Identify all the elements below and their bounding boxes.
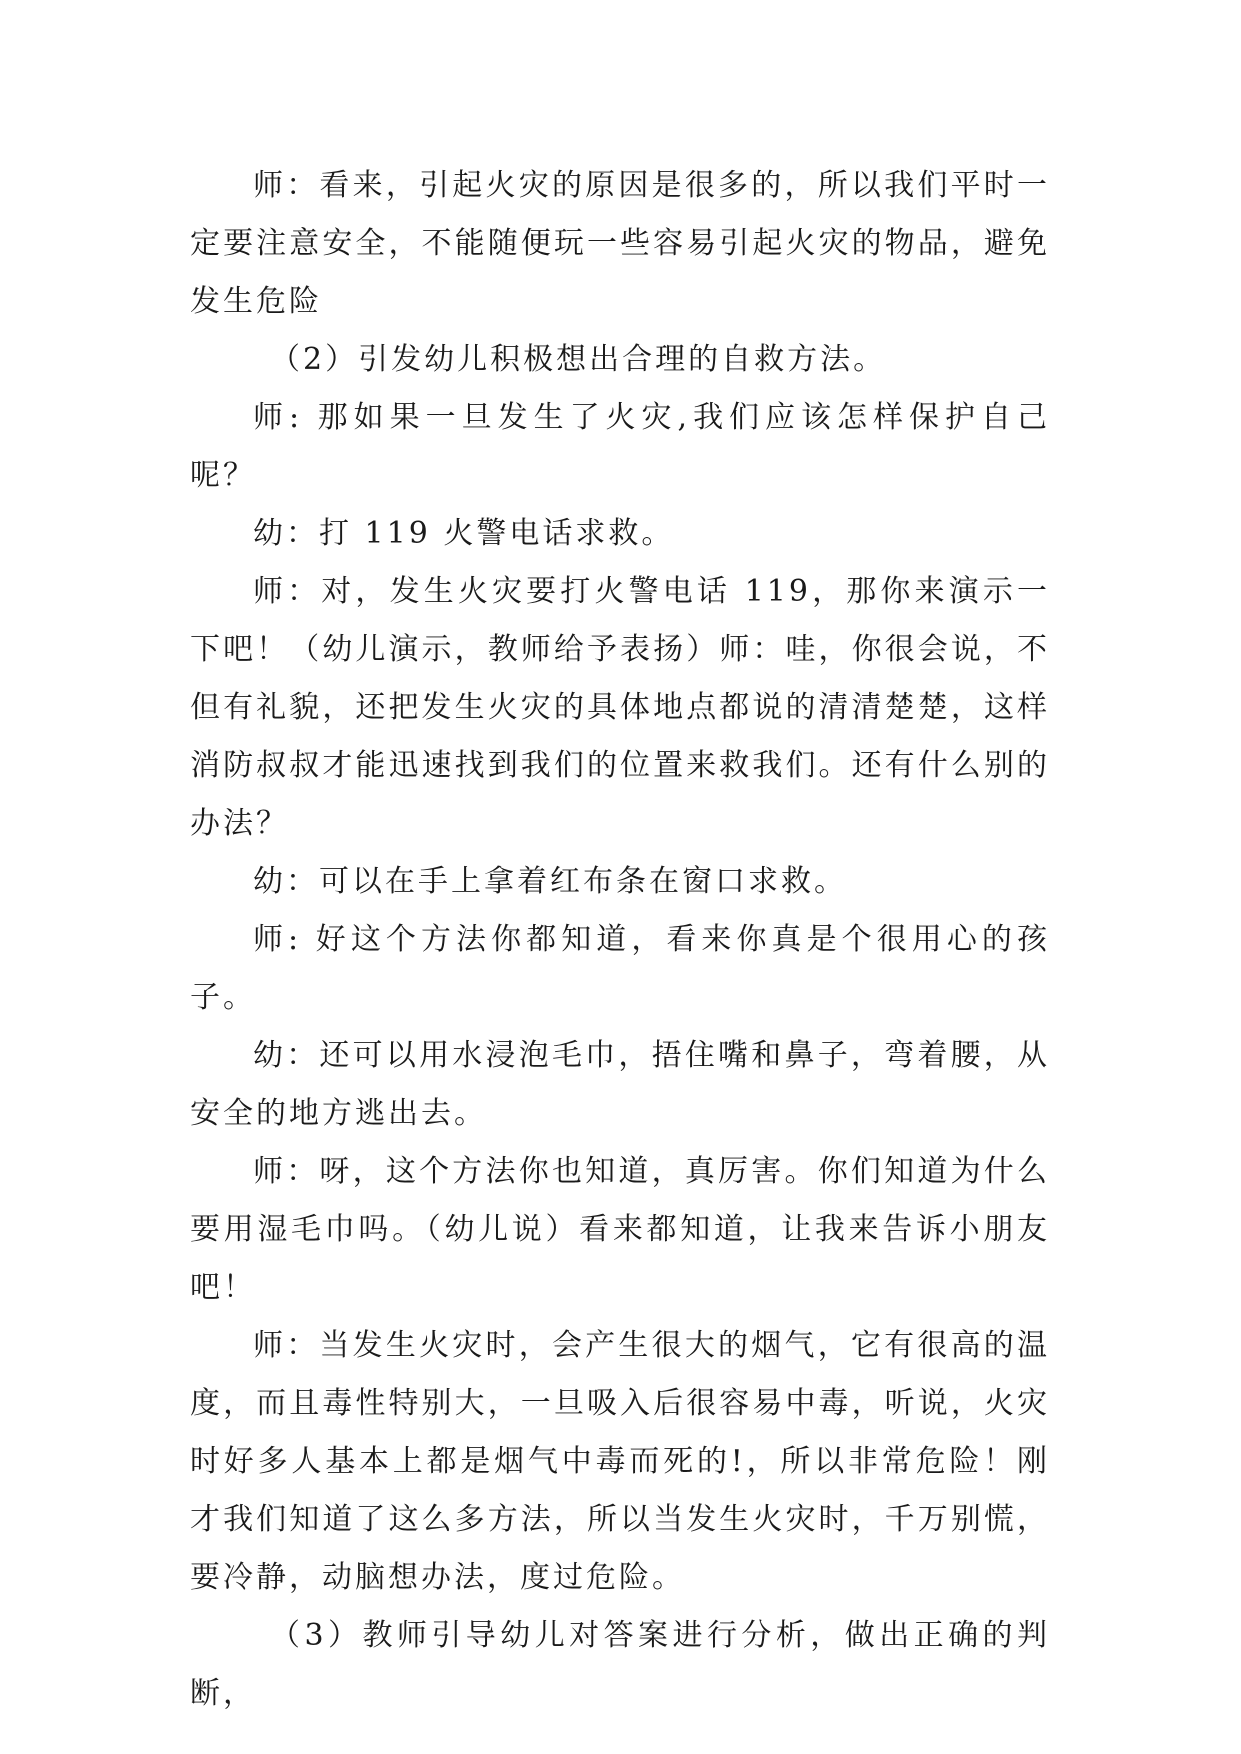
paragraph-step-2-heading: （2）引发幼儿积极想出合理的自救方法。 (270, 342, 887, 377)
paragraph-child-wet-towel: 幼：还可以用水浸泡毛巾，捂住嘴和鼻子，弯着腰，从安全的地方逃出去。 (190, 1038, 1050, 1131)
document-body (190, 157, 1050, 1723)
paragraph-teacher-demo: 师：对，发生火灾要打火警电话 119，那你来演示一下吧！（幼儿演示，教师给予表扬）师：哇，你很会说，不但有礼貌，还把发生火灾的具体地点都说的清清楚楚，这样消防叔叔才能迅速找到我们的位置来救我们。还有什么别的办法？ (190, 574, 1050, 841)
paragraph-teacher-fire-causes: 师：看来，引起火灾的原因是很多的，所以我们平时一定要注意安全，不能随便玩一些容易引起火灾的物品，避免发生危险 (190, 168, 1050, 319)
paragraph-teacher-praise: 师: 好这个方法你都知道，看来你真是个很用心的孩子。 (190, 922, 1050, 1015)
paragraph-child-red-cloth: 幼：可以在手上拿着红布条在窗口求救。 (253, 864, 847, 899)
paragraph-step-3-heading: （3）教师引导幼儿对答案进行分析，做出正确的判断， (190, 1618, 1050, 1711)
paragraph-child-call-119: 幼：打 119 火警电话求救。 (253, 516, 675, 551)
paragraph-teacher-why-wet-towel: 师：呀，这个方法你也知道，真厉害。你们知道为什么要用湿毛巾吗。（幼儿说）看来都知道，让我来告诉小朋友吧！ (190, 1154, 1050, 1305)
paragraph-teacher-question: 师: 那如果一旦发生了火灾,我们应该怎样保护自己呢？ (190, 400, 1050, 493)
paragraph-teacher-smoke-danger: 师：当发生火灾时，会产生很大的烟气，它有很高的温度，而且毒性特别大，一旦吸入后很容易中毒，听说，火灾时好多人基本上都是烟气中毒而死的!，所以非常危险！刚才我们知道了这么多方法，所以当发生火灾时，千万别慌，要冷静，动脑想办法，度过危险。 (190, 1328, 1050, 1595)
